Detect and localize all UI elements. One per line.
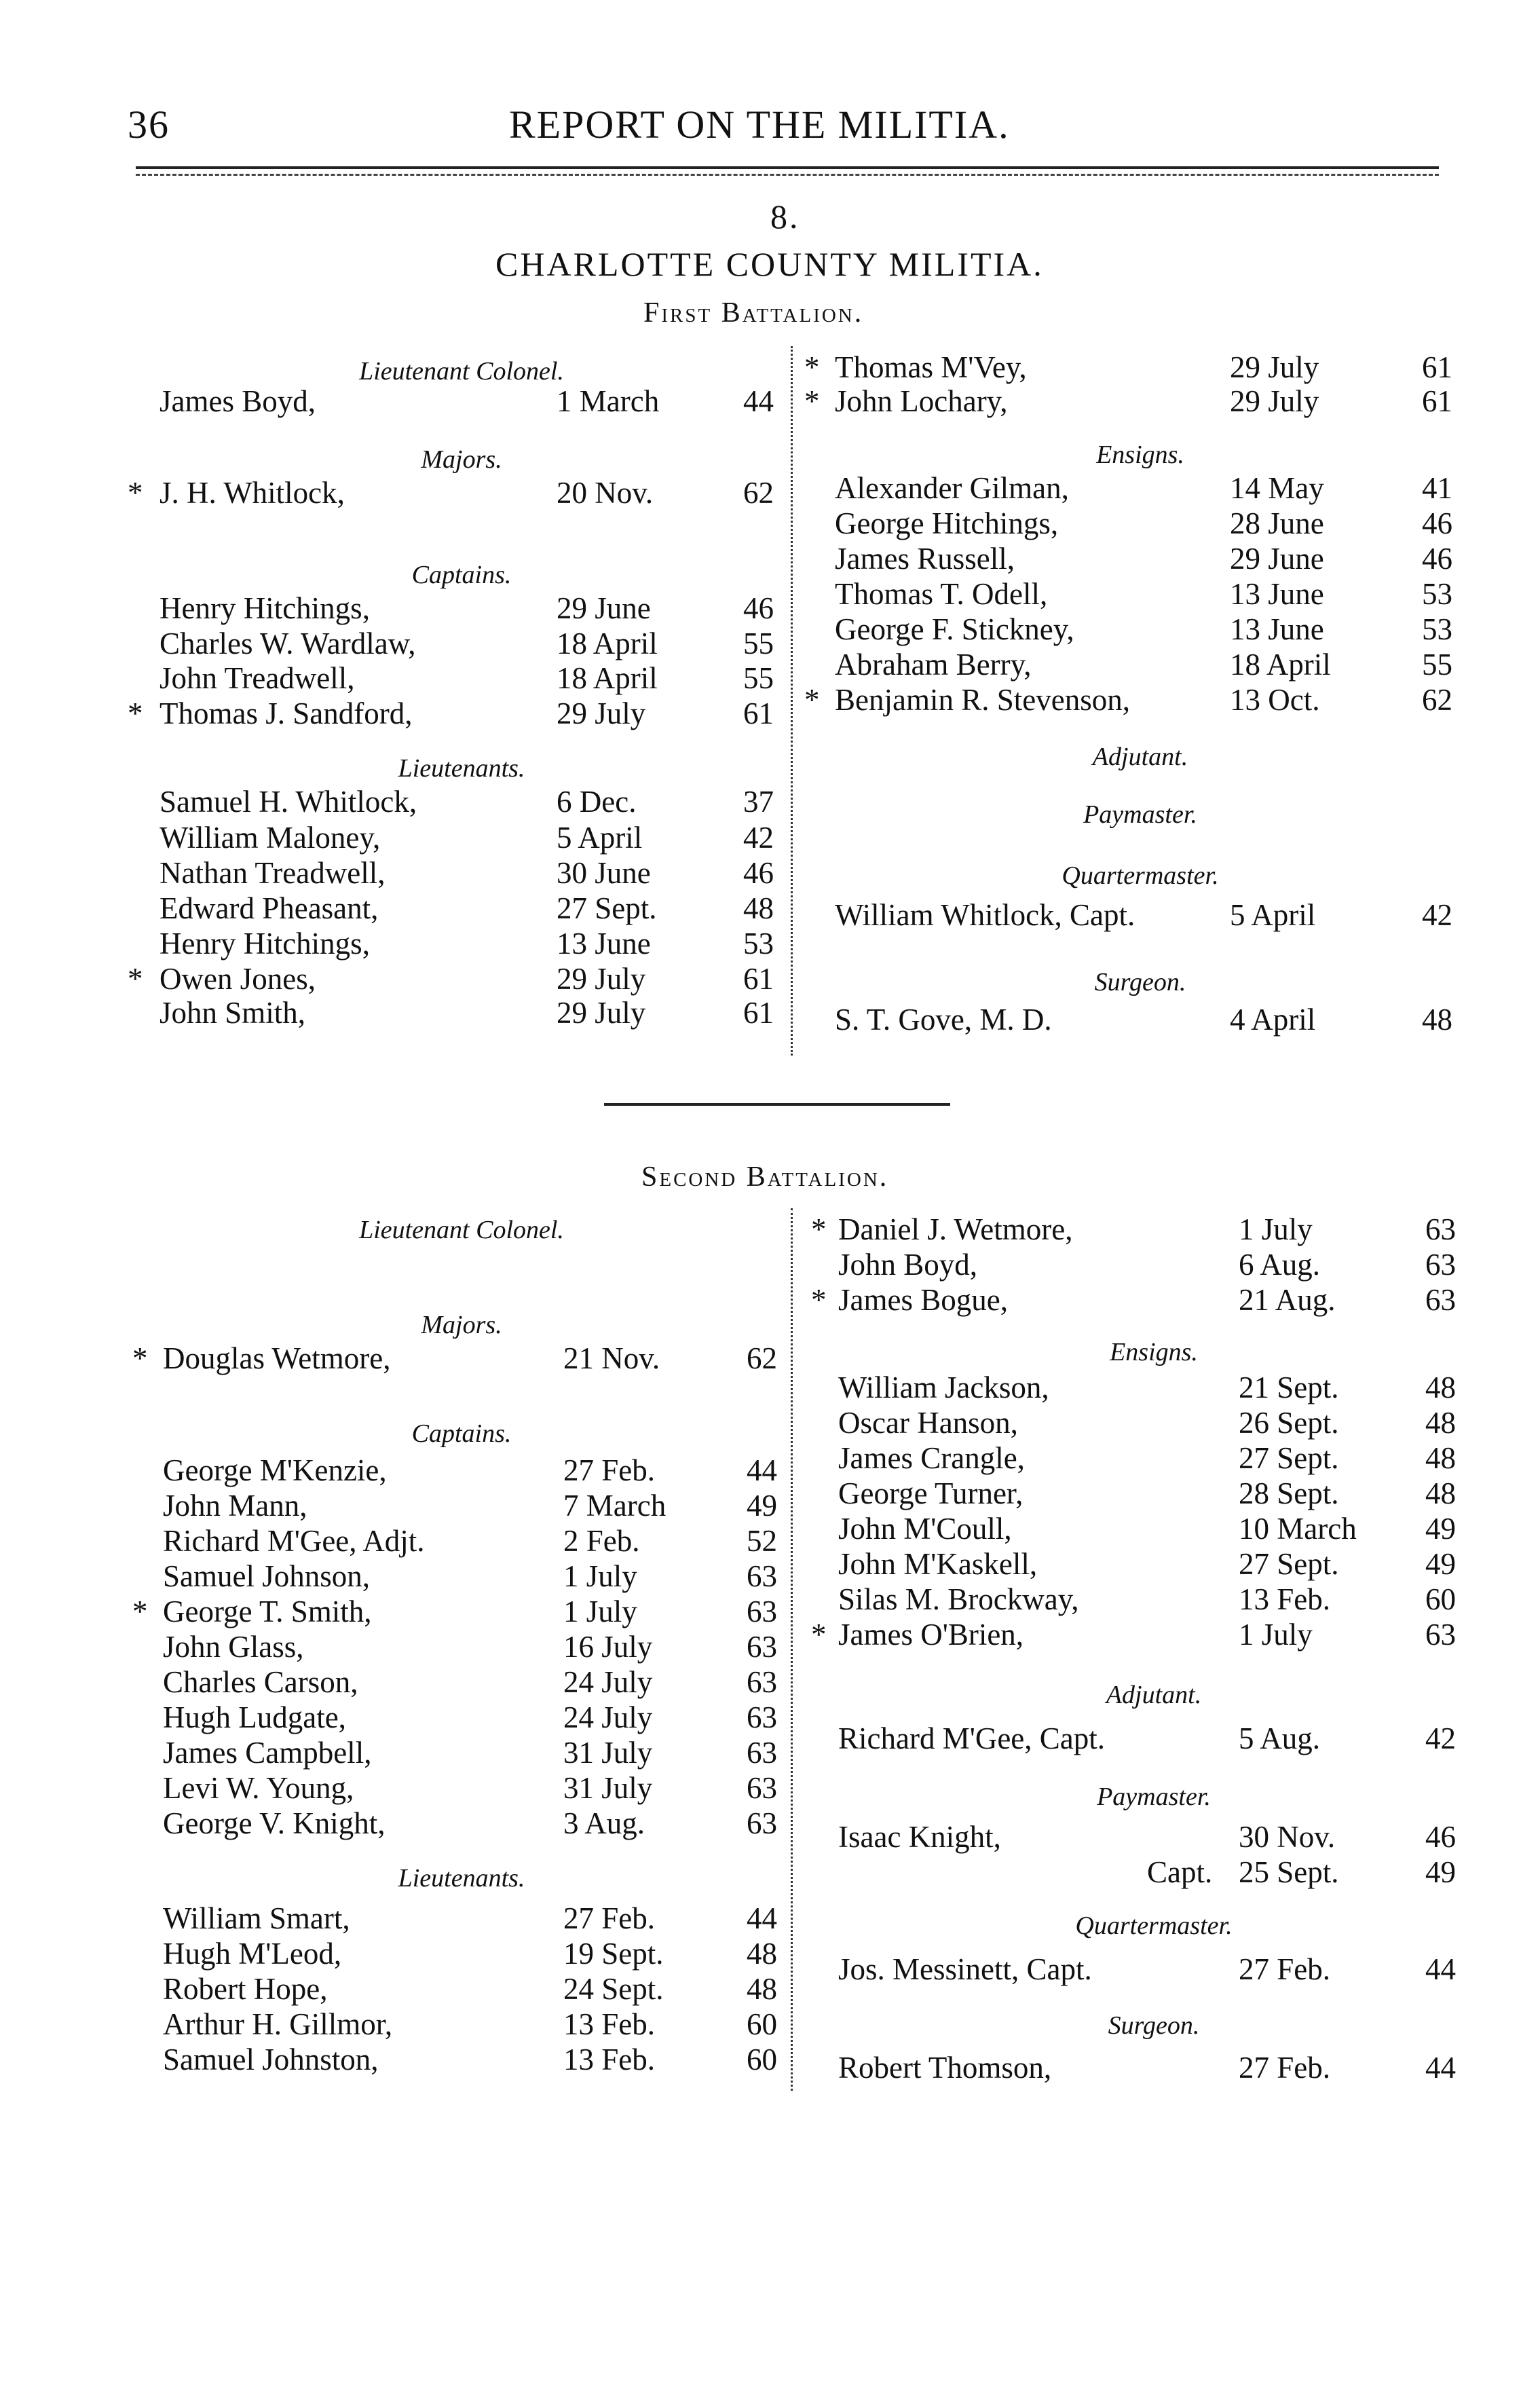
officer-name: Hugh Ludgate, (163, 1700, 346, 1734)
officer-name: Capt. (1147, 1855, 1213, 1889)
commission-date: 21 Nov. (563, 1341, 660, 1375)
seniority-asterisk: * (804, 683, 820, 717)
running-title: REPORT ON THE MILITIA. (509, 102, 1010, 147)
commission-date: 16 July (563, 1630, 653, 1664)
commission-date: 27 Feb. (1239, 2051, 1330, 2085)
rank-heading-captains: Captains. (411, 561, 512, 589)
rank-heading-paymaster: Paymaster. (1083, 800, 1197, 829)
officer-name: Arthur H. Gillmor, (163, 2007, 393, 2041)
rank-heading-adjutant: Adjutant. (1106, 1681, 1202, 1709)
officer-name: James Russell, (835, 542, 1015, 576)
seniority-asterisk: * (804, 384, 820, 418)
commission-year: 61 (1422, 350, 1452, 384)
commission-date: 27 Feb. (563, 1453, 655, 1487)
officer-name: Isaac Knight, (838, 1820, 1001, 1854)
commission-year: 46 (1422, 506, 1452, 540)
commission-year: 48 (1422, 1003, 1452, 1037)
battalion-separator (604, 1103, 950, 1106)
seniority-asterisk: * (132, 1595, 148, 1628)
rank-heading-lieutenant-colonel: Lieutenant Colonel. (359, 357, 564, 386)
rank-heading-majors: Majors. (421, 1311, 502, 1339)
commission-year: 60 (1425, 1582, 1456, 1616)
officer-name: Richard M'Gee, Capt. (838, 1721, 1106, 1755)
commission-year: 44 (743, 384, 774, 418)
commission-date: 29 June (1230, 542, 1324, 576)
officer-name: Robert Thomson, (838, 2051, 1052, 2085)
officer-name: George V. Knight, (163, 1806, 386, 1840)
commission-date: 31 July (563, 1771, 653, 1805)
officer-name: John Glass, (163, 1630, 304, 1664)
commission-date: 18 April (1230, 648, 1331, 682)
officer-name: Levi W. Young, (163, 1771, 354, 1805)
seniority-asterisk: * (811, 1618, 827, 1652)
officer-name: Charles Carson, (163, 1665, 358, 1699)
commission-year: 62 (743, 476, 774, 510)
commission-date: 20 Nov. (557, 476, 654, 510)
rank-heading-ensigns: Ensigns. (1110, 1338, 1198, 1366)
commission-year: 49 (1425, 1547, 1456, 1581)
commission-year: 42 (1422, 898, 1452, 932)
seniority-asterisk: * (128, 696, 143, 730)
officer-name: Nathan Treadwell, (159, 856, 386, 890)
rank-heading-ensigns: Ensigns. (1096, 441, 1184, 469)
officer-name: William Smart, (163, 1901, 350, 1935)
officer-name: William Whitlock, Capt. (835, 898, 1135, 932)
officer-name: Benjamin R. Stevenson, (835, 683, 1130, 717)
rank-heading-adjutant: Adjutant. (1092, 743, 1188, 771)
seniority-asterisk: * (128, 962, 143, 996)
seniority-asterisk: * (132, 1341, 148, 1375)
commission-date: 2 Feb. (563, 1524, 640, 1558)
commission-date: 3 Aug. (563, 1806, 645, 1840)
officer-name: Thomas M'Vey, (835, 350, 1027, 384)
commission-date: 5 Aug. (1239, 1721, 1321, 1755)
commission-date: 13 Feb. (563, 2043, 655, 2076)
commission-year: 55 (743, 627, 774, 660)
commission-year: 53 (1422, 612, 1452, 646)
commission-year: 63 (747, 1595, 777, 1628)
commission-date: 26 Sept. (1239, 1406, 1339, 1440)
section-title: CHARLOTTE COUNTY MILITIA. (495, 245, 1044, 283)
commission-year: 42 (743, 821, 774, 855)
commission-year: 44 (1425, 2051, 1456, 2085)
commission-date: 29 June (557, 591, 651, 625)
rank-heading-paymaster: Paymaster. (1097, 1783, 1211, 1811)
commission-year: 49 (747, 1489, 777, 1523)
commission-date: 28 June (1230, 506, 1324, 540)
commission-date: 18 April (557, 661, 658, 695)
commission-year: 63 (1425, 1212, 1456, 1246)
commission-year: 63 (747, 1806, 777, 1840)
rank-heading-lieutenant-colonel: Lieutenant Colonel. (359, 1216, 564, 1244)
commission-year: 48 (747, 1972, 777, 2006)
commission-year: 48 (743, 891, 774, 925)
rank-heading-surgeon: Surgeon. (1094, 968, 1186, 996)
officer-name: James Boyd, (159, 384, 316, 418)
commission-date: 27 Sept. (1239, 1441, 1339, 1475)
officer-name: Thomas J. Sandford, (159, 696, 413, 730)
commission-year: 46 (743, 591, 774, 625)
seniority-asterisk: * (804, 350, 820, 384)
officer-name: George Hitchings, (835, 506, 1059, 540)
commission-year: 55 (743, 661, 774, 695)
officer-name: John Treadwell, (159, 661, 355, 695)
first-battalion-title: First Battalion. (643, 297, 864, 329)
commission-date: 24 Sept. (563, 1972, 664, 2006)
page-number: 36 (128, 102, 170, 147)
commission-year: 46 (743, 856, 774, 890)
commission-year: 37 (743, 785, 774, 819)
commission-year: 55 (1422, 648, 1452, 682)
commission-year: 61 (743, 996, 774, 1030)
officer-name: James O'Brien, (838, 1618, 1024, 1652)
commission-year: 46 (1422, 542, 1452, 576)
commission-date: 29 July (1230, 384, 1319, 418)
commission-date: 28 Sept. (1239, 1476, 1339, 1510)
commission-year: 49 (1425, 1855, 1456, 1889)
officer-name: George T. Smith, (163, 1595, 372, 1628)
commission-year: 49 (1425, 1512, 1456, 1546)
officer-name: J. H. Whitlock, (159, 476, 345, 510)
officer-name: Hugh M'Leod, (163, 1937, 342, 1971)
commission-date: 13 Feb. (563, 2007, 655, 2041)
officer-name: Owen Jones, (159, 962, 316, 996)
commission-year: 63 (747, 1771, 777, 1805)
commission-year: 44 (747, 1453, 777, 1487)
commission-date: 27 Feb. (563, 1901, 655, 1935)
commission-date: 24 July (563, 1665, 653, 1699)
commission-date: 10 March (1239, 1512, 1357, 1546)
header-rule (136, 166, 1439, 169)
commission-date: 4 April (1230, 1003, 1316, 1037)
commission-year: 52 (747, 1524, 777, 1558)
commission-year: 46 (1425, 1820, 1456, 1854)
commission-year: 63 (1425, 1248, 1456, 1282)
officer-name: Richard M'Gee, Adjt. (163, 1524, 425, 1558)
officer-name: Jos. Messinett, Capt. (838, 1952, 1092, 1986)
officer-name: John Lochary, (835, 384, 1008, 418)
section-number: 8. (770, 198, 800, 236)
commission-year: 62 (747, 1341, 777, 1375)
commission-year: 61 (743, 696, 774, 730)
commission-year: 63 (747, 1736, 777, 1770)
rank-heading-lieutenants: Lieutenants. (398, 1864, 525, 1893)
officer-name: Oscar Hanson, (838, 1406, 1018, 1440)
second-battalion-divider (791, 1208, 793, 2091)
commission-date: 13 June (1230, 577, 1324, 611)
commission-date: 31 July (563, 1736, 653, 1770)
officer-name: John M'Coull, (838, 1512, 1012, 1546)
commission-date: 5 April (1230, 898, 1316, 932)
commission-year: 53 (1422, 577, 1452, 611)
commission-date: 7 March (563, 1489, 666, 1523)
commission-date: 18 April (557, 627, 658, 660)
commission-date: 13 Feb. (1239, 1582, 1330, 1616)
officer-name: George F. Stickney, (835, 612, 1074, 646)
officer-name: Daniel J. Wetmore, (838, 1212, 1073, 1246)
seniority-asterisk: * (128, 476, 143, 510)
officer-name: James Campbell, (163, 1736, 372, 1770)
officer-name: John Mann, (163, 1489, 307, 1523)
commission-year: 44 (1425, 1952, 1456, 1986)
commission-year: 48 (1425, 1371, 1456, 1404)
header-rule-dashed (136, 174, 1439, 176)
commission-year: 63 (1425, 1618, 1456, 1652)
commission-date: 1 July (1239, 1618, 1313, 1652)
officer-name: S. T. Gove, M. D. (835, 1003, 1052, 1037)
officer-name: Robert Hope, (163, 1972, 328, 2006)
commission-date: 1 July (1239, 1212, 1313, 1246)
officer-name: George M'Kenzie, (163, 1453, 387, 1487)
officer-name: Alexander Gilman, (835, 471, 1069, 505)
commission-year: 48 (1425, 1476, 1456, 1510)
commission-date: 29 July (557, 996, 646, 1030)
commission-date: 13 Oct. (1230, 683, 1320, 717)
commission-date: 24 July (563, 1700, 653, 1734)
commission-date: 5 April (557, 821, 643, 855)
seniority-asterisk: * (811, 1283, 827, 1317)
officer-name: Samuel H. Whitlock, (159, 785, 417, 819)
commission-date: 1 March (557, 384, 660, 418)
officer-name: Samuel Johnson, (163, 1559, 371, 1593)
officer-name: John Boyd, (838, 1248, 978, 1282)
officer-name: John Smith, (159, 996, 306, 1030)
officer-name: James Bogue, (838, 1283, 1008, 1317)
commission-date: 13 June (1230, 612, 1324, 646)
rank-heading-quartermaster: Quartermaster. (1075, 1912, 1233, 1940)
first-battalion-divider (791, 346, 793, 1056)
commission-year: 63 (747, 1559, 777, 1593)
commission-date: 21 Aug. (1239, 1283, 1336, 1317)
officer-name: George Turner, (838, 1476, 1023, 1510)
commission-date: 6 Dec. (557, 785, 637, 819)
commission-date: 27 Sept. (557, 891, 657, 925)
commission-year: 62 (1422, 683, 1452, 717)
officer-name: Charles W. Wardlaw, (159, 627, 416, 660)
commission-year: 60 (747, 2043, 777, 2076)
commission-year: 41 (1422, 471, 1452, 505)
commission-date: 27 Feb. (1239, 1952, 1330, 1986)
rank-heading-lieutenants: Lieutenants. (398, 754, 525, 783)
rank-heading-majors: Majors. (421, 445, 502, 474)
commission-date: 30 June (557, 856, 651, 890)
commission-date: 13 June (557, 927, 651, 961)
commission-date: 27 Sept. (1239, 1547, 1339, 1581)
commission-date: 1 July (563, 1595, 637, 1628)
commission-date: 30 Nov. (1239, 1820, 1336, 1854)
commission-date: 29 July (557, 962, 646, 996)
officer-name: John M'Kaskell, (838, 1547, 1038, 1581)
commission-date: 14 May (1230, 471, 1324, 505)
commission-year: 61 (1422, 384, 1452, 418)
commission-year: 48 (747, 1937, 777, 1971)
officer-name: William Maloney, (159, 821, 381, 855)
officer-name: Abraham Berry, (835, 648, 1032, 682)
officer-name: Thomas T. Odell, (835, 577, 1048, 611)
rank-heading-quartermaster: Quartermaster. (1062, 861, 1219, 890)
commission-date: 29 July (557, 696, 646, 730)
commission-year: 53 (743, 927, 774, 961)
commission-year: 44 (747, 1901, 777, 1935)
commission-year: 63 (747, 1665, 777, 1699)
officer-name: Henry Hitchings, (159, 927, 370, 961)
commission-year: 63 (747, 1700, 777, 1734)
commission-year: 61 (743, 962, 774, 996)
seniority-asterisk: * (811, 1212, 827, 1246)
commission-year: 63 (747, 1630, 777, 1664)
commission-date: 25 Sept. (1239, 1855, 1339, 1889)
commission-year: 48 (1425, 1441, 1456, 1475)
commission-date: 6 Aug. (1239, 1248, 1321, 1282)
officer-name: James Crangle, (838, 1441, 1025, 1475)
officer-name: Henry Hitchings, (159, 591, 370, 625)
commission-date: 21 Sept. (1239, 1371, 1339, 1404)
rank-heading-surgeon: Surgeon. (1108, 2011, 1200, 2040)
commission-year: 42 (1425, 1721, 1456, 1755)
second-battalion-title: Second Battalion. (641, 1161, 889, 1193)
rank-heading-captains: Captains. (411, 1419, 512, 1448)
commission-date: 29 July (1230, 350, 1319, 384)
officer-name: Silas M. Brockway, (838, 1582, 1079, 1616)
commission-date: 1 July (563, 1559, 637, 1593)
commission-year: 48 (1425, 1406, 1456, 1440)
commission-year: 60 (747, 2007, 777, 2041)
officer-name: Edward Pheasant, (159, 891, 379, 925)
officer-name: Samuel Johnston, (163, 2043, 379, 2076)
commission-date: 19 Sept. (563, 1937, 664, 1971)
officer-name: Douglas Wetmore, (163, 1341, 391, 1375)
officer-name: William Jackson, (838, 1371, 1049, 1404)
commission-year: 63 (1425, 1283, 1456, 1317)
